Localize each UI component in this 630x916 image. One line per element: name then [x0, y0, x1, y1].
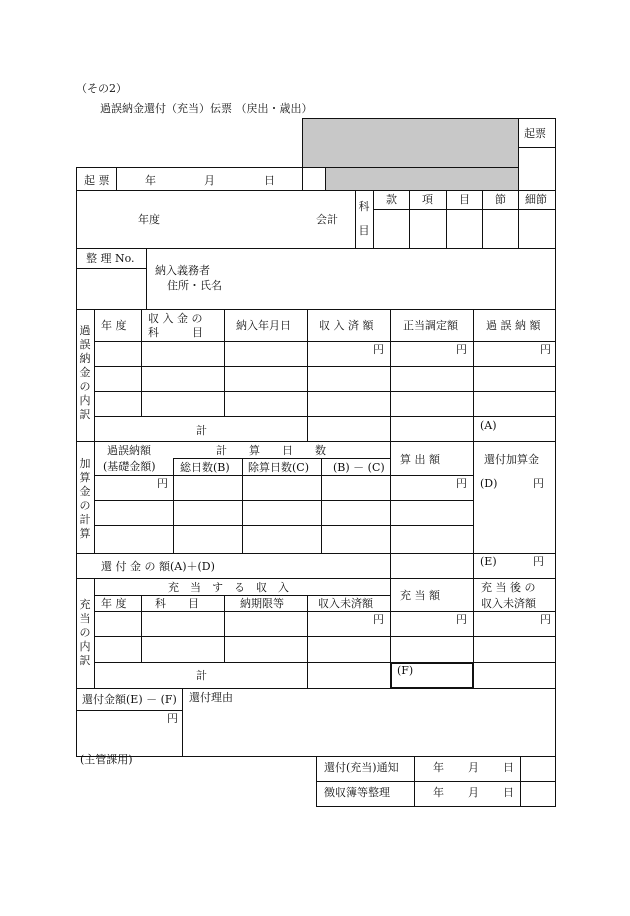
- table-rule-horizontal: [76, 268, 147, 269]
- s1-seito-header: 正当調定額: [403, 319, 458, 332]
- s1-yen-1: 円: [373, 343, 384, 356]
- s3-mino-header: 収入未済額: [318, 597, 373, 610]
- table-rule-vertical: [307, 309, 308, 441]
- s2-jo-header: 除算日数(C): [248, 461, 309, 474]
- kou-label: 項: [422, 193, 433, 206]
- s3-nendo-header: 年 度: [101, 597, 127, 610]
- kihyo-label: 起 票: [84, 174, 110, 187]
- table-rule-vertical: [94, 309, 95, 441]
- kaikei-label: 会計: [316, 213, 338, 226]
- s2-keisan-header: 計 算 日 数: [216, 444, 326, 457]
- seiri-no-label: 整 理 No.: [86, 252, 135, 265]
- seiri-year: 年: [433, 786, 444, 799]
- form-title: 過誤納金還付（充当）伝票 （戻出・歳出）: [100, 102, 313, 115]
- payer-label-1: 納入義務者: [155, 264, 210, 277]
- s2-mark-e: (E): [480, 555, 497, 568]
- s2-sou-header: 総日数(B): [180, 461, 230, 474]
- table-rule-horizontal: [76, 309, 556, 310]
- table-rule-vertical: [146, 248, 147, 310]
- table-rule-vertical: [173, 458, 174, 553]
- s3-nouki-header: 納期限等: [240, 597, 284, 610]
- table-rule-horizontal: [76, 553, 556, 554]
- kanpu-ef-label: 還付金額(E) － (F): [82, 693, 177, 706]
- tsuchi-year: 年: [433, 761, 444, 774]
- table-rule-vertical: [473, 309, 474, 441]
- seiri-day: 日: [503, 786, 514, 799]
- table-rule-horizontal: [94, 595, 390, 596]
- s2-kanpu-header: 還付加算金: [484, 453, 539, 466]
- s1-yen-3: 円: [540, 343, 551, 356]
- section2-side-label: 加 算 金 の 計 算: [79, 457, 91, 540]
- form-part-number: （その2）: [76, 82, 127, 95]
- s3-mark-f: (F): [397, 664, 414, 677]
- moku-label: 目: [459, 193, 470, 206]
- table-rule-vertical: [325, 167, 326, 191]
- s2-yen-1: 円: [157, 477, 168, 490]
- table-rule-horizontal: [94, 636, 556, 637]
- table-rule-vertical: [446, 190, 447, 248]
- kihyo-label-right: 起票: [524, 127, 546, 140]
- table-rule-vertical: [355, 190, 356, 248]
- nendo-label: 年度: [138, 213, 160, 226]
- s1-kago-header: 過 誤 納 額: [486, 319, 541, 332]
- s3-total-label: 計: [196, 669, 207, 682]
- table-rule-vertical: [482, 190, 483, 248]
- table-rule-vertical: [141, 309, 142, 417]
- table-rule-horizontal: [76, 248, 556, 249]
- table-rule-horizontal: [76, 190, 556, 191]
- s2-mark-d: (D): [480, 477, 498, 490]
- section1-side-label: 過 誤 納 金 の 内 訳: [79, 324, 91, 421]
- table-rule-vertical: [373, 190, 374, 248]
- table-rule-horizontal: [373, 209, 556, 210]
- table-rule-vertical: [555, 118, 556, 807]
- s3-yen-1: 円: [373, 613, 384, 626]
- kihyo-month: 月: [204, 174, 215, 187]
- s2-yen-2: 円: [456, 477, 467, 490]
- table-rule-vertical: [76, 167, 77, 757]
- tsuchi-month: 月: [468, 761, 479, 774]
- kanpu-riyu-label: 還付理由: [189, 691, 233, 704]
- table-rule-horizontal: [76, 688, 556, 689]
- s1-nonyu-header: 納入年月日: [236, 319, 291, 332]
- s2-kago-header-2: (基礎金額): [103, 460, 156, 473]
- s3-yen-3: 円: [540, 613, 551, 626]
- table-rule-vertical: [390, 441, 391, 578]
- table-rule-vertical: [141, 595, 142, 662]
- table-rule-horizontal: [94, 475, 474, 476]
- seiri-month: 月: [468, 786, 479, 799]
- table-rule-vertical: [473, 441, 474, 578]
- table-rule-horizontal: [518, 147, 556, 148]
- s1-shunyu-header-1: 収 入 金 の: [148, 312, 203, 325]
- table-rule-vertical: [224, 309, 225, 417]
- table-rule-horizontal: [76, 710, 183, 711]
- table-rule-vertical: [518, 118, 519, 191]
- s1-yen-2: 円: [456, 343, 467, 356]
- table-rule-horizontal: [94, 662, 556, 663]
- s1-nendo-header: 年 度: [101, 319, 127, 332]
- table-rule-vertical: [224, 595, 225, 662]
- s3-yen-2: 円: [456, 613, 467, 626]
- s1-total-label: 計: [196, 424, 207, 437]
- shukan-label: (主管課用): [80, 753, 133, 766]
- s3-juto-header: 充 当 す る 収 入: [168, 581, 289, 594]
- table-rule-vertical: [518, 190, 519, 248]
- s2-kanpu-total-label: 還 付 金 の 額(A)＋(D): [101, 560, 215, 573]
- table-rule-horizontal: [94, 500, 474, 501]
- s2-kago-header-1: 過誤納額: [107, 444, 151, 457]
- table-rule-horizontal: [94, 391, 556, 392]
- table-rule-vertical: [390, 309, 391, 441]
- kihyo-day: 日: [264, 174, 275, 187]
- tsuchi-day: 日: [503, 761, 514, 774]
- setsu-label: 節: [495, 193, 506, 206]
- kanpu-ef-yen: 円: [167, 712, 178, 725]
- section3-side-label: 充 当 の 内 訳: [79, 598, 91, 667]
- table-rule-vertical: [307, 595, 308, 688]
- table-rule-horizontal: [76, 441, 556, 442]
- table-rule-vertical: [409, 190, 410, 248]
- s2-yen-3: 円: [533, 477, 544, 490]
- s2-bc-header: (B) － (C): [333, 461, 385, 474]
- table-rule-vertical: [242, 458, 243, 553]
- s3-jutogaku-header: 充 当 額: [400, 589, 440, 602]
- s2-yen-4: 円: [533, 555, 544, 568]
- s1-shunyuzumi-header: 収 入 済 額: [319, 319, 374, 332]
- s3-kamoku-header: 科 目: [155, 597, 199, 610]
- payer-label-2: 住所・氏名: [167, 279, 222, 292]
- kamoku-vertical-label: 科 目: [358, 200, 370, 237]
- kan-label: 款: [386, 193, 397, 206]
- table-rule-horizontal: [94, 525, 474, 526]
- table-rule-horizontal: [316, 781, 556, 782]
- table-rule-horizontal: [94, 366, 556, 367]
- s1-shunyu-header-2: 科 目: [148, 326, 203, 339]
- table-rule-horizontal: [94, 611, 556, 612]
- seiri-label: 徴収簿等整理: [324, 786, 390, 799]
- table-rule-vertical: [94, 441, 95, 553]
- s1-mark-a: (A): [480, 419, 497, 432]
- table-rule-vertical: [116, 167, 117, 191]
- table-rule-vertical: [302, 167, 303, 191]
- table-rule-vertical: [302, 118, 303, 168]
- table-rule-vertical: [321, 458, 322, 553]
- s3-after-header-2: 収入未済額: [481, 597, 536, 610]
- table-rule-horizontal: [316, 806, 556, 807]
- table-rule-horizontal: [94, 416, 556, 417]
- tsuchi-label: 還付(充当)通知: [324, 761, 399, 774]
- table-rule-horizontal: [76, 167, 519, 168]
- s2-sanshutsu-header: 算 出 額: [400, 453, 440, 466]
- table-rule-horizontal: [76, 578, 556, 579]
- table-rule-horizontal: [94, 341, 556, 342]
- gray-date-area: [325, 168, 518, 191]
- gray-stamp-area: [302, 119, 518, 167]
- table-rule-vertical: [182, 688, 183, 757]
- table-rule-horizontal: [173, 458, 390, 459]
- s3-after-header-1: 充 当 後 の: [481, 581, 536, 594]
- saisetsu-label: 細節: [525, 193, 547, 206]
- kihyo-year: 年: [145, 174, 156, 187]
